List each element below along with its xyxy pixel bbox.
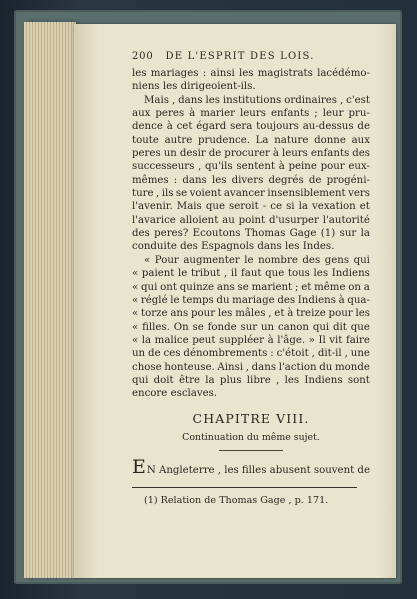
text-line: Mais , dans les institutions ordinaires , c'est	[144, 94, 370, 106]
chapter-opening-line	[132, 455, 370, 478]
text-line: « torze ans pour les mâles , et à treize pour les	[132, 308, 370, 320]
opening-text: N Angleterre , les filles abusent souvent de	[146, 464, 370, 476]
text-line: l'avenir. Mais que seroit - ce si la vexation et	[132, 201, 370, 213]
text-line: successeurs , qu'ils sentent à peine pour eux-	[132, 161, 370, 173]
paragraph-1	[132, 67, 370, 94]
paragraph-2	[132, 94, 370, 254]
text-block	[132, 50, 370, 507]
chapter-heading: CHAPITRE VIII.	[192, 410, 310, 426]
text-line: « la malice peut suppléer à l'âge. » Il vit faire	[132, 334, 370, 346]
text-line: conduite des Espagnols dans les Indes.	[132, 241, 335, 253]
text-line: mêmes : dans les divers degrés de progéni-	[132, 174, 370, 186]
text-line: chose honteuse. Ainsi , dans l'action du monde	[132, 361, 370, 373]
text-line: qui doit être la plus libre , les Indiens sont	[132, 374, 370, 386]
text-line: l'avarice alloient au point d'usurper l'autorité	[132, 214, 370, 226]
chapter-rule	[219, 450, 283, 451]
footnote-rule	[132, 487, 357, 488]
running-head	[132, 50, 370, 67]
text-line: « Pour augmenter le nombre des gens qui	[144, 254, 370, 266]
text-line: toute autre prudence. La nature donne aux	[132, 134, 370, 146]
text-line: un de ces dénombrements : c'étoit , dit-il , une	[132, 348, 370, 360]
text-line: « réglé le temps du mariage des Indiens à qua-	[132, 294, 370, 306]
text-line: niens les dirigeoient-ils.	[132, 81, 256, 93]
footnote: (1) Relation de Thomas Gage , p. 171.	[144, 494, 329, 506]
page-number: 200	[132, 51, 154, 62]
text-line: des peres? Ecoutons Thomas Gage (1) sur la	[132, 228, 370, 240]
page-edges	[24, 22, 76, 578]
book-page	[74, 24, 396, 578]
chapter-subtitle: Continuation du même sujet.	[182, 431, 320, 443]
paragraph-3	[132, 254, 370, 401]
running-title: DE L'ESPRIT DES LOIS.	[165, 51, 315, 62]
text-line: dence à cet égard sera toujours au-dessus de	[132, 121, 370, 133]
text-line: aux peres à marier leurs enfants ; leur pru-	[132, 108, 370, 120]
text-line: peres un desir de procurer à leurs enfants des	[132, 148, 370, 160]
text-line: ture , ils se voient avancer insensiblement vers	[132, 188, 370, 200]
text-line: « paient le tribut , il faut que tous les Indiens	[132, 268, 370, 280]
drop-cap: E	[132, 455, 146, 478]
text-line: encore esclaves.	[132, 388, 218, 400]
text-line: « qui ont quinze ans se marient ; et même on a	[132, 281, 370, 293]
text-line: « filles. On se fonde sur un canon qui dit que	[132, 321, 370, 333]
text-line: les mariages : ainsi les magistrats lacédémo-	[132, 68, 370, 79]
